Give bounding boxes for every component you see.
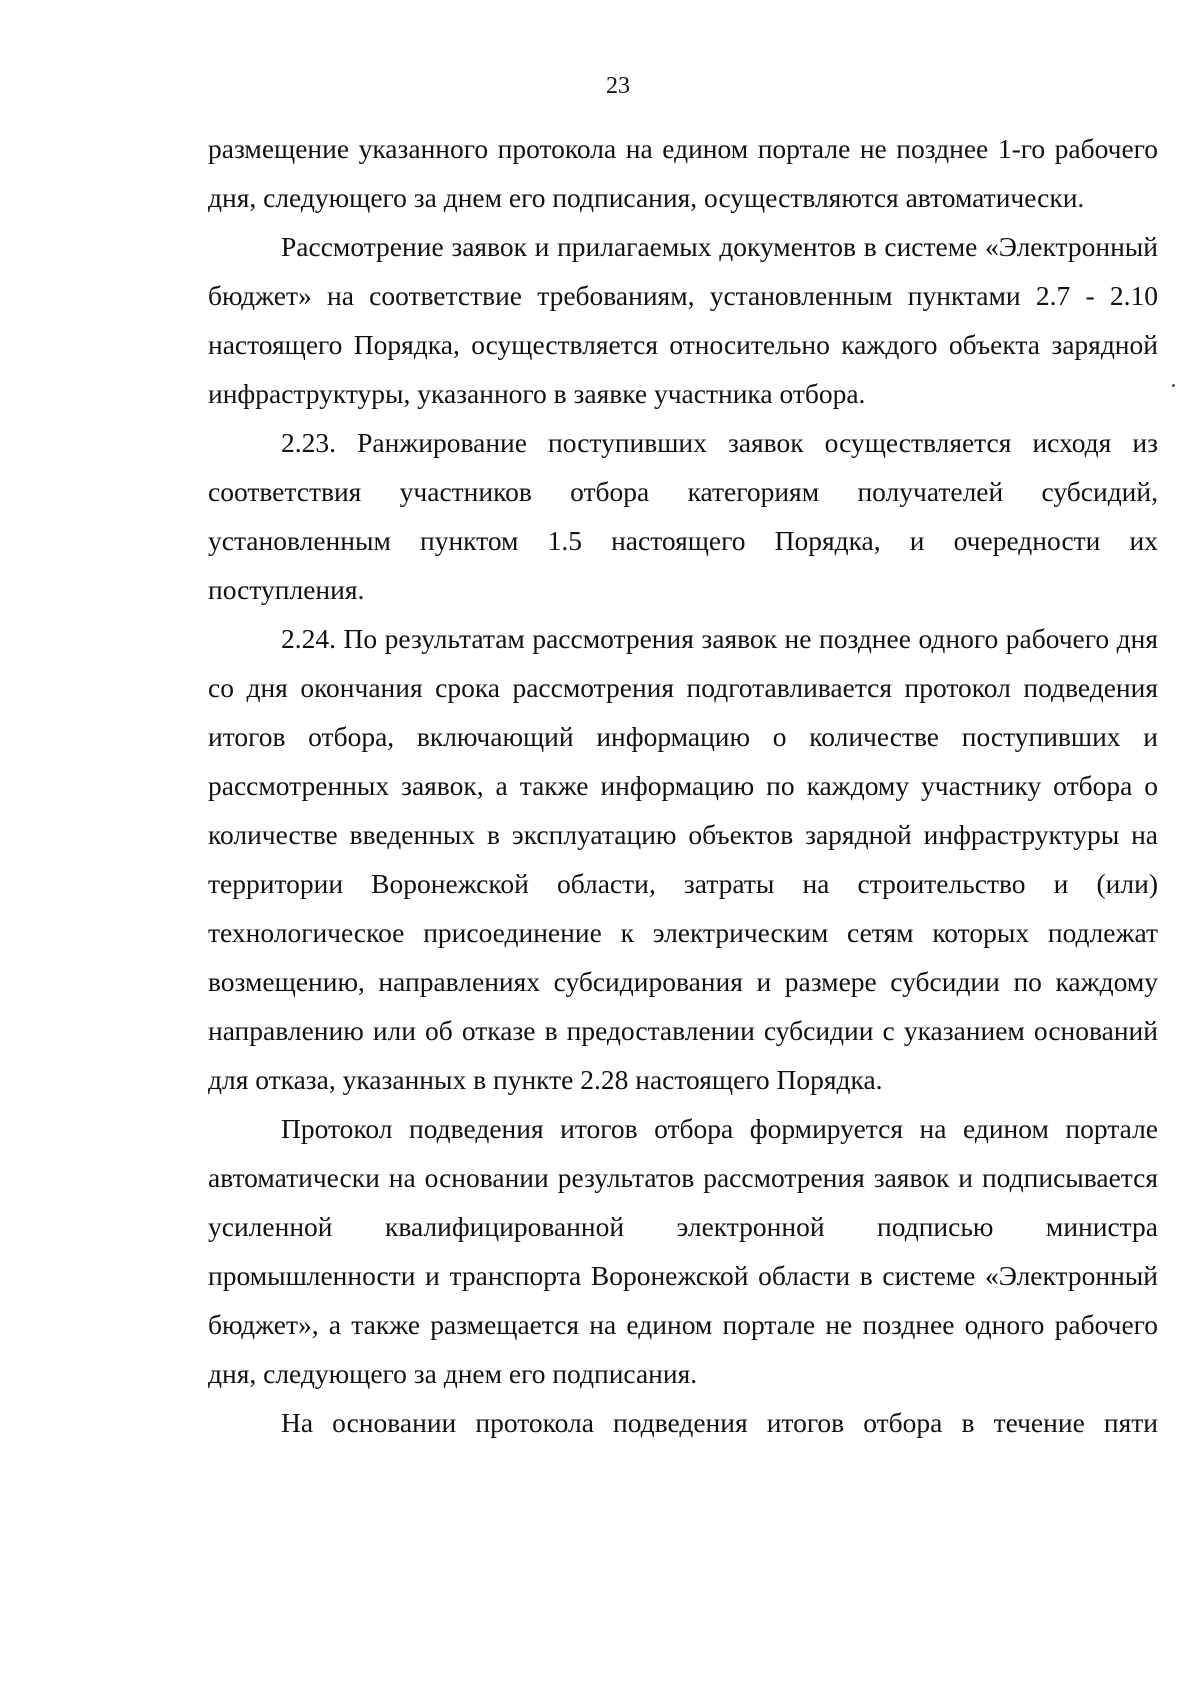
paragraph-review-of-applications: Рассмотрение заявок и прилагаемых документов в системе «Электронный бюджет» на соответствие требованиям, установленным пунктами 2.7 - 2.10 настоящего Порядка, осуществляется относительно каждого объекта зарядной инфраструктуры, указанного в заявке участника отбора. [208,231,1158,409]
paragraph-protocol-basis: На основании протокола подведения итогов отбора в течение пяти [281,1407,1158,1438]
scan-speck [1172,384,1175,387]
document-body [208,124,1158,1447]
paragraph-continuation: размещение указанного протокола на едином портале не позднее 1-го рабочего дня, следующего за днем его подписания, осуществляются автоматически. [208,133,1158,213]
paragraph-2-24: 2.24. По результатам рассмотрения заявок не позднее одного рабочего дня со дня окончания срока рассмотрения подготавливается протокол подведения итогов отбора, включающий информацию о количестве поступивших и рассмотренных заявок, а также информацию по каждому участнику отбора о количестве введенных в эксплуатацию объектов зарядной инфраструктуры на территории Воронежской области, затраты на строительство и (или) технологическое присоединение к электрическим сетям которых подлежат возмещению, направлениях субсидирования и размере субсидии по каждому направлению или об отказе в предоставлении субсидии с указанием оснований для отказа, указанных в пункте 2.28 настоящего Порядка. [208,623,1158,1095]
page-number: 23 [606,73,630,99]
paragraph-2-23: 2.23. Ранжирование поступивших заявок осуществляется исходя из соответствия участников отбора категориям получателей субсидий, установленным пунктом 1.5 настоящего Порядка, и очередности их поступления. [208,427,1158,605]
paragraph-protocol-formation: Протокол подведения итогов отбора формируется на едином портале автоматически на основании результатов рассмотрения заявок и подписывается усиленной квалифицированной электронной подписью министра промышленности и транспорта Воронежской области в системе «Электронный бюджет», а также размещается на едином портале не позднее одного рабочего дня, следующего за днем его подписания. [208,1113,1158,1389]
